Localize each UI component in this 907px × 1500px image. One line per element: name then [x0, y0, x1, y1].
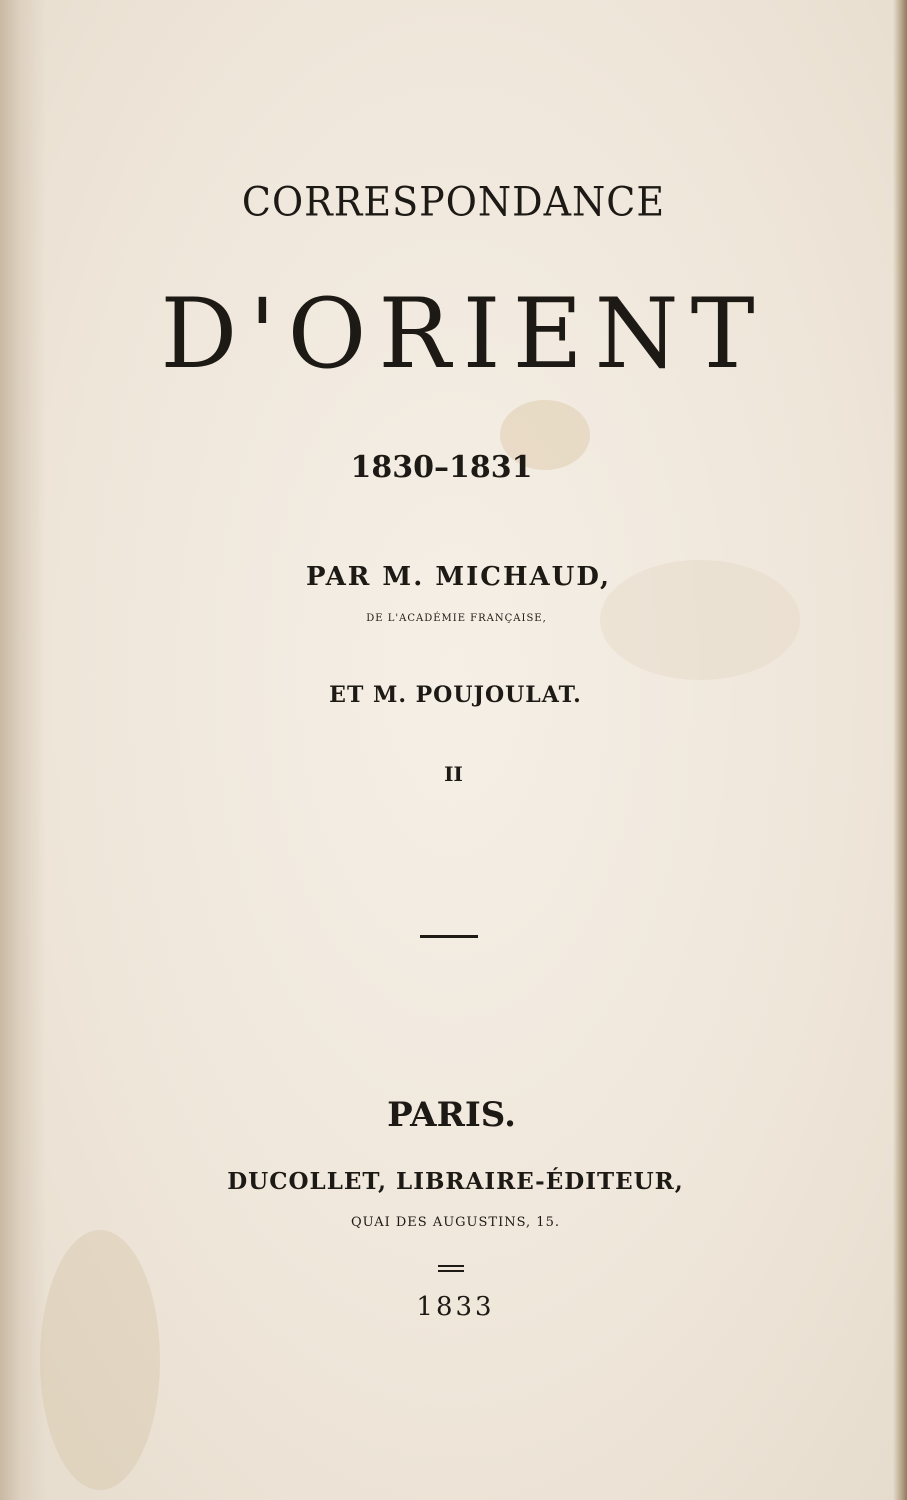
imprint-city: PARIS. — [387, 1095, 516, 1135]
author-michaud: PAR M. MICHAUD, — [305, 562, 612, 592]
double-rule-bottom — [438, 1270, 464, 1272]
author-affiliation: DE L'ACADÉMIE FRANÇAISE, — [366, 613, 547, 624]
author-poujoulat: ET M. POUJOULAT. — [329, 682, 582, 708]
title-line-1: CORRESPONDANCE — [241, 178, 666, 226]
paper-stain — [40, 1230, 160, 1490]
imprint-year: 1833 — [416, 1292, 495, 1322]
volume-number: II — [444, 762, 463, 786]
double-rule-top — [438, 1265, 464, 1267]
title-years: 1830–1831 — [350, 450, 533, 485]
imprint-address: QUAI DES AUGUSTINS, 15. — [351, 1215, 560, 1230]
imprint-publisher: DUCOLLET, LIBRAIRE-ÉDITEUR, — [227, 1168, 684, 1195]
title-line-2: D'ORIENT — [160, 278, 767, 390]
divider-rule — [420, 935, 478, 938]
